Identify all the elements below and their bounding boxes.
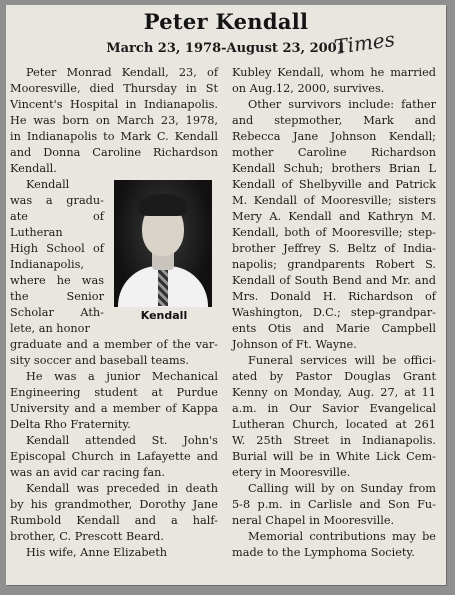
right-column-line: Kendall of Shelbyville and Patrick: [232, 178, 436, 191]
left-column-line: by his grandmother, Dorothy Jane: [10, 498, 218, 511]
left-column-line: Kendall: [26, 178, 70, 191]
right-column-line: Kenny on Monday, Aug. 27, at 11: [232, 386, 436, 399]
left-column-line: He was born on March 23, 1978,: [10, 114, 218, 127]
right-column-line: Burial will be in White Lick Cem-: [232, 450, 436, 463]
right-column-line: mother Caroline Richardson: [232, 146, 436, 159]
right-column-line: Johnson of Ft. Wayne.: [232, 338, 357, 351]
right-column-line: 5-8 p.m. in Carlisle and Son Fu-: [232, 498, 436, 511]
right-column-line: Lutheran Church, located at 261: [232, 418, 436, 431]
left-column-line: Kendall.: [10, 162, 57, 175]
left-column-line: Episcopal Church in Lafayette and: [10, 450, 218, 463]
right-column-line: ated by Pastor Douglas Grant: [232, 370, 436, 383]
left-column-line: the Senior: [10, 290, 104, 303]
left-column-line: Mooresville, died Thursday in St: [10, 82, 218, 95]
photo-caption: Kendall: [140, 309, 188, 322]
portrait-photo: [114, 180, 212, 307]
left-column-line: Rumbold Kendall and a half-: [10, 514, 218, 527]
left-column-line: ate of: [10, 210, 104, 223]
left-column-line: Kendall was preceded in death: [26, 482, 218, 495]
right-column-line: Kubley Kendall, whom he married: [232, 66, 436, 79]
right-column-line: W. 25th Street in Indianapolis.: [232, 434, 436, 447]
left-column-line: Peter Monrad Kendall, 23, of: [26, 66, 218, 79]
right-column-line: Kendall of South Bend and Mr. and: [232, 274, 436, 287]
right-column-line: neral Chapel in Mooresville.: [232, 514, 395, 527]
handwritten-note: Times: [332, 26, 397, 60]
right-column-line: brother Jeffrey S. Beltz of India-: [232, 242, 436, 255]
right-column-line: Kendall, both of Mooresville; step-: [232, 226, 436, 239]
left-column-line: Engineering student at Purdue: [10, 386, 218, 399]
obituary-title: Peter Kendall: [143, 9, 309, 34]
right-column-line: ents Otis and Marie Campbell: [232, 322, 436, 335]
right-column-line: Mery A. Kendall and Kathryn M.: [232, 210, 436, 223]
left-column-line: brother, C. Prescott Beard.: [10, 530, 164, 543]
left-column-line: Vincent's Hospital in Indianapolis.: [10, 98, 218, 111]
right-column-line: made to the Lymphoma Society.: [232, 546, 415, 559]
left-column-line: in Indianapolis to Mark C. Kendall: [10, 130, 218, 143]
left-column-line: He was a junior Mechanical: [26, 370, 218, 383]
right-column-line: napolis; grandparents Robert S.: [232, 258, 436, 271]
life-dates: March 23, 1978-August 23, 2001: [106, 41, 346, 56]
right-column-line: Kendall Schuh; brothers Brian L: [232, 162, 436, 175]
left-column-line: where he was: [10, 274, 104, 287]
left-column-line: His wife, Anne Elizabeth: [26, 546, 168, 559]
left-column-line: lete, an honor: [10, 322, 90, 335]
column-right: [232, 65, 436, 561]
left-column-line: was an avid car racing fan.: [10, 466, 165, 479]
left-column-line: Delta Rho Fraternity.: [10, 418, 131, 431]
obituary-clipping: [6, 5, 446, 585]
right-column-line: Mrs. Donald H. Richardson of: [232, 290, 436, 303]
left-column-line: High School of: [10, 242, 104, 255]
right-column-line: Funeral services will be offici-: [248, 354, 436, 367]
left-column-line: Scholar Ath-: [10, 306, 104, 319]
left-column-line: sity soccer and baseball teams.: [10, 354, 189, 367]
right-column-line: a.m. in Our Savior Evangelical: [232, 402, 436, 415]
right-column-line: Rebecca Jane Johnson Kendall;: [232, 130, 436, 143]
right-column-line: Memorial contributions may be: [248, 530, 436, 543]
left-column-line: Indianapolis,: [10, 258, 84, 271]
right-column-line: and stepmother, Mark and: [232, 114, 436, 127]
right-column-line: Calling will by on Sunday from: [248, 482, 436, 495]
left-column-line: was a gradu-: [10, 194, 104, 207]
right-column-line: Other survivors include: father: [248, 98, 436, 111]
left-column-line: graduate and a member of the var-: [10, 338, 218, 351]
left-column-line: Lutheran: [10, 226, 63, 239]
left-column-line: and Donna Caroline Richardson: [10, 146, 218, 159]
right-column-line: on Aug.12, 2000, survives.: [232, 82, 385, 95]
right-column-line: M. Kendall of Mooresville; sisters: [232, 194, 436, 207]
left-column-line: Kendall attended St. John's: [26, 434, 218, 447]
left-column-line: University and a member of Kappa: [10, 402, 218, 415]
right-column-line: etery in Mooresville.: [232, 466, 351, 479]
right-column-line: Washington, D.C.; step-grandpar-: [232, 306, 436, 319]
